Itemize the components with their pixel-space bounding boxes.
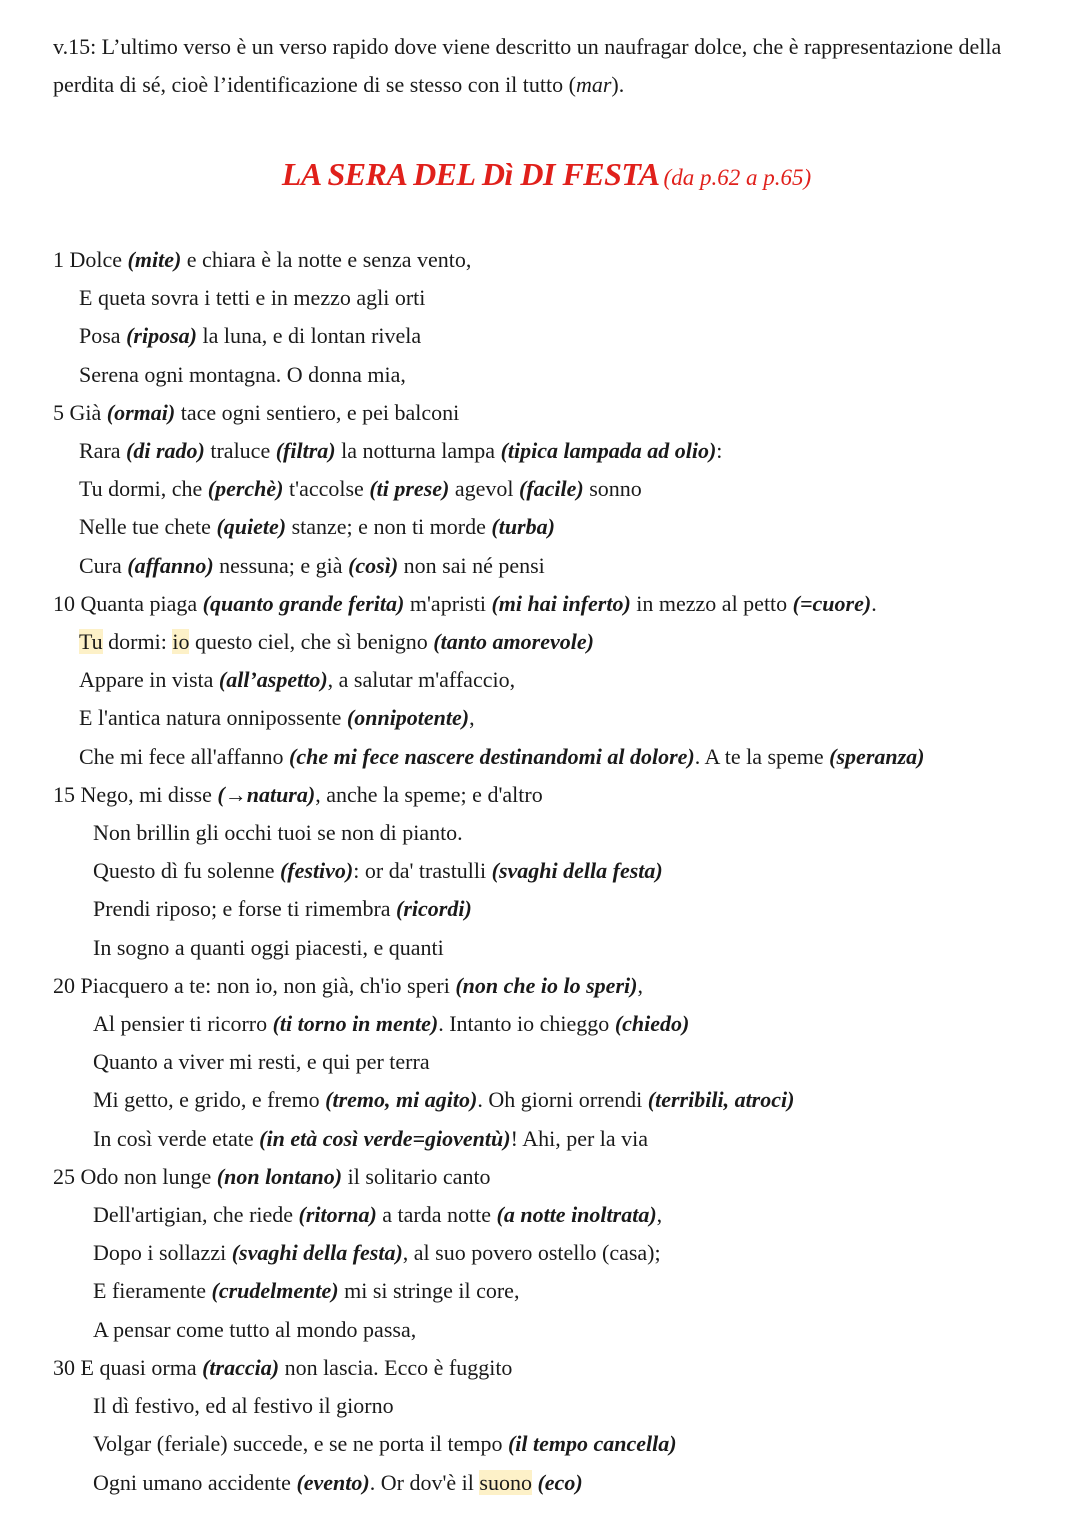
verse-30 — [53, 1349, 1040, 1387]
verse-text: dormi: — [102, 629, 173, 655]
verse-24 — [53, 1120, 1040, 1158]
verse-text: Prendi riposo; e forse ti rimembra — [93, 896, 397, 922]
verse-text: 5 Già — [53, 399, 107, 425]
gloss: (non lontano) — [216, 1163, 343, 1189]
verse-text: Questo dì fu solenne — [93, 858, 280, 884]
verse-text: A pensar come tutto al mondo passa, — [93, 1316, 417, 1342]
gloss: (non che io lo speri) — [455, 972, 638, 998]
gloss: (facile) — [519, 476, 584, 502]
intro-italic: mar — [575, 72, 612, 97]
verse-text: stanze; e non ti morde — [286, 514, 492, 540]
verse-text: Dopo i sollazzi — [93, 1240, 232, 1266]
verse-text: agevol — [449, 476, 519, 502]
verse-text: E queta sovra i tetti e in mezzo agli orti — [79, 285, 426, 311]
highlighted-word: io — [172, 629, 190, 655]
gloss: (tremo, mi agito) — [325, 1087, 478, 1113]
verse-text: non sai né pensi — [398, 552, 545, 578]
verse-text: e chiara è la notte e senza vento, — [181, 247, 472, 272]
verse-text: Il dì festivo, ed al festivo il giorno — [93, 1393, 394, 1419]
poem-body — [53, 241, 1040, 1502]
verse-text: . A te la speme — [694, 743, 830, 769]
verse-text: la luna, e di lontan rivela — [196, 323, 422, 349]
verse-19 — [53, 929, 1040, 967]
verse-29 — [53, 1311, 1040, 1349]
verse-10 — [53, 585, 1040, 623]
verse-text: , — [469, 705, 475, 731]
gloss: (ormai) — [106, 399, 176, 425]
gloss: (terribili, atroci) — [647, 1087, 795, 1113]
verse-28 — [53, 1272, 1040, 1310]
verse-text: Quanto a viver mi resti, e qui per terra — [93, 1049, 430, 1075]
gloss: (=cuore) — [792, 590, 872, 616]
verse-3 — [53, 317, 1040, 355]
gloss: (quiete) — [216, 514, 287, 540]
verse-text: 30 E quasi orma — [53, 1354, 203, 1380]
verse-text: Posa — [79, 323, 127, 349]
verse-text: ! Ahi, per la via — [510, 1125, 649, 1151]
highlighted-word: suono — [479, 1469, 532, 1495]
intro-paragraph — [53, 28, 1043, 104]
poem-title — [53, 154, 1040, 201]
verse-text: tace ogni sentiero, e pei balconi — [175, 399, 460, 425]
verse-20 — [53, 967, 1040, 1005]
gloss: (ricordi) — [396, 896, 472, 922]
verse-text: Ogni umano accidente — [93, 1469, 297, 1495]
gloss: (così) — [348, 552, 399, 578]
gloss: (festivo) — [279, 858, 354, 884]
verse-17 — [53, 852, 1040, 890]
verse-8 — [53, 508, 1040, 546]
verse-text: . Intanto io chieggo — [438, 1011, 615, 1037]
verse-text: Serena ogni montagna. O donna mia, — [79, 361, 406, 387]
verse-9 — [53, 547, 1040, 585]
verse-31 — [53, 1387, 1040, 1425]
verse-11 — [53, 623, 1040, 661]
verse-4 — [53, 356, 1040, 394]
verse-15 — [53, 776, 1040, 814]
verse-text: traluce — [204, 438, 276, 464]
verse-22 — [53, 1043, 1040, 1081]
verse-text: 1 Dolce — [53, 247, 128, 272]
verse-text: nessuna; e già — [213, 552, 349, 578]
verse-text: Che mi fece all'affanno — [79, 743, 290, 769]
gloss: (tanto amorevole) — [433, 629, 594, 655]
verse-text: Cura — [79, 552, 128, 578]
gloss: (onnipotente) — [346, 705, 470, 731]
poem-title-pages: (da p.62 a p.65) — [663, 165, 812, 190]
gloss: (traccia) — [202, 1354, 280, 1380]
gloss: (a notte inoltrata) — [496, 1202, 657, 1228]
verse-text: 15 Nego, mi disse — [53, 781, 218, 807]
verse-text: . Or dov'è il — [369, 1469, 480, 1495]
gloss: (il tempo cancella) — [507, 1431, 677, 1457]
poem-title-main: LA SERA DEL Dì DI FESTA — [281, 156, 660, 192]
verse-text: 10 Quanta piaga — [53, 590, 203, 616]
verse-text: . — [871, 590, 877, 616]
verse-text: , a salutar m'affaccio, — [327, 667, 516, 693]
verse-text: : — [716, 438, 723, 464]
verse-27 — [53, 1234, 1040, 1272]
intro-text: v.15: L’ultimo verso è un verso rapido dove viene descritto un naufragar dolce, che è rappresentazione della perdita di sé, cioè l’identificazione di se stesso con il tutto ( — [53, 34, 1002, 97]
verse-text: In così verde etate — [93, 1125, 260, 1151]
verse-text: E l'antica natura onnipossente — [79, 705, 347, 731]
verse-13 — [53, 699, 1040, 737]
gloss: (in età così verde=gioventù) — [259, 1125, 511, 1151]
gloss: (perchè) — [207, 476, 284, 502]
verse-1 — [53, 241, 1040, 279]
gloss: (quanto grande ferita) — [202, 590, 405, 616]
verse-26 — [53, 1196, 1040, 1234]
verse-text: . Oh giorni orrendi — [477, 1087, 648, 1113]
verse-text: Appare in vista — [79, 667, 219, 693]
verse-text: questo ciel, che sì benigno — [189, 629, 434, 655]
gloss: (filtra) — [275, 438, 336, 464]
verse-text: 20 Piacquero a te: non io, non già, ch'io speri — [53, 972, 456, 998]
verse-text: Non brillin gli occhi tuoi se non di pianto. — [93, 820, 463, 846]
verse-14 — [53, 738, 1040, 776]
verse-text: Mi getto, e grido, e fremo — [93, 1087, 326, 1113]
verse-text: 25 Odo non lunge — [53, 1163, 217, 1189]
verse-text: Dell'artigian, che riede — [93, 1202, 299, 1228]
verse-text: , anche la speme; e d'altro — [315, 781, 543, 807]
gloss: (ritorna) — [298, 1202, 377, 1228]
gloss: (di rado) — [126, 438, 205, 464]
gloss: (chiedo) — [614, 1011, 690, 1037]
verse-text: a tarda notte — [376, 1202, 497, 1228]
verse-2 — [53, 279, 1040, 317]
verse-text: Tu dormi, che — [79, 476, 208, 502]
gloss: (che mi fece nascere destinandomi al dolore) — [289, 743, 695, 769]
gloss: (all’aspetto) — [218, 667, 328, 693]
verse-7 — [53, 470, 1040, 508]
verse-12 — [53, 661, 1040, 699]
verse-text: sonno — [583, 476, 642, 502]
verse-25 — [53, 1158, 1040, 1196]
gloss: (svaghi della festa) — [231, 1240, 403, 1266]
gloss: (→natura) — [217, 781, 316, 807]
verse-text: : or da' trastulli — [353, 858, 492, 884]
highlighted-word: Tu — [79, 629, 103, 655]
verse-18 — [53, 890, 1040, 928]
gloss: (speranza) — [829, 743, 925, 769]
verse-text: Rara — [79, 438, 127, 464]
verse-5 — [53, 394, 1040, 432]
verse-16 — [53, 814, 1040, 852]
gloss: (evento) — [296, 1469, 370, 1495]
gloss: (tipica lampada ad olio) — [500, 438, 717, 464]
verse-text: , al suo povero ostello (casa); — [402, 1240, 661, 1266]
verse-text: m'apristi — [404, 590, 492, 616]
verse-33 — [53, 1464, 1040, 1502]
gloss: (riposa) — [126, 323, 197, 349]
verse-text: Volgar (feriale) succede, e se ne porta il tempo — [93, 1431, 508, 1457]
gloss: (affanno) — [127, 552, 214, 578]
verse-23 — [53, 1081, 1040, 1119]
verse-text: mi si stringe il core, — [338, 1278, 520, 1304]
verse-21 — [53, 1005, 1040, 1043]
verse-text: , — [656, 1202, 663, 1228]
verse-text: t'accolse — [283, 476, 370, 502]
verse-text: la notturna lampa — [335, 438, 501, 464]
verse-text: in mezzo al petto — [630, 590, 793, 616]
gloss: (eco) — [537, 1469, 583, 1495]
intro-text-end: ). — [611, 72, 625, 97]
verse-text: Nelle tue chete — [79, 514, 217, 540]
gloss: (svaghi della festa) — [491, 858, 663, 884]
verse-text: il solitario canto — [342, 1163, 491, 1189]
gloss: (ti prese) — [369, 476, 450, 502]
verse-text: non lascia. Ecco è fuggito — [279, 1354, 513, 1380]
gloss: (turba) — [491, 514, 555, 540]
gloss: (crudelmente) — [211, 1278, 339, 1304]
gloss: (mi hai inferto) — [491, 590, 631, 616]
verse-text: Al pensier ti ricorro — [93, 1011, 273, 1037]
verse-32 — [53, 1425, 1040, 1463]
verse-6 — [53, 432, 1040, 470]
gloss: (mite) — [127, 247, 182, 272]
verse-text: In sogno a quanti oggi piacesti, e quanti — [93, 934, 444, 960]
verse-text: E fieramente — [93, 1278, 212, 1304]
gloss: (ti torno in mente) — [272, 1011, 439, 1037]
verse-text: , — [637, 972, 643, 998]
